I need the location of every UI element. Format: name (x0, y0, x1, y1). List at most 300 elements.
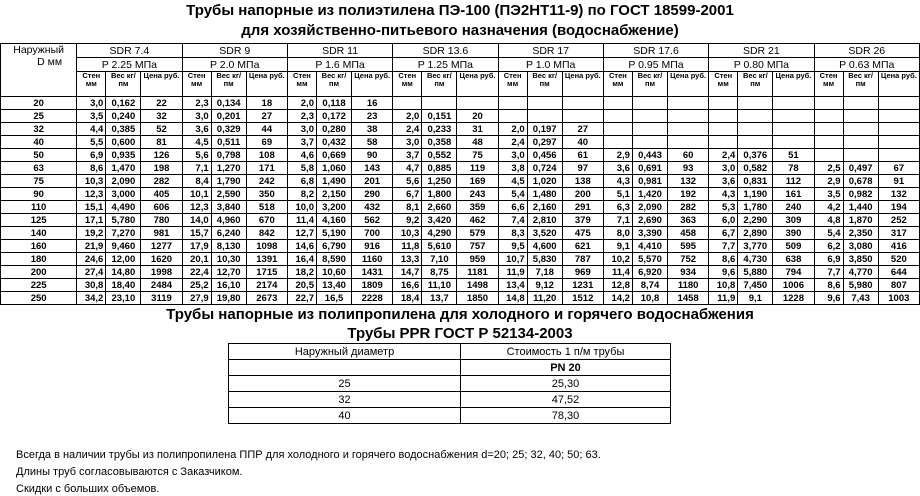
price-cell: 91 (878, 175, 919, 188)
weight-cell: 11,10 (422, 279, 457, 292)
wall-cell: 6,9 (77, 149, 106, 162)
wall-cell: 8,6 (814, 279, 843, 292)
price-cell: 201 (352, 175, 393, 188)
weight-cell: 1,060 (316, 162, 351, 175)
weight-cell: 1,420 (632, 188, 667, 201)
wall-cell: 2,4 (393, 123, 422, 136)
wall-cell: 3,6 (182, 123, 211, 136)
wall-cell: 17,1 (77, 214, 106, 227)
table-row (1, 175, 920, 188)
price-cell (668, 97, 709, 110)
wall-cell: 15,1 (77, 201, 106, 214)
weight-cell: 0,201 (211, 110, 246, 123)
price-cell (878, 97, 919, 110)
weight-cell: 16,10 (211, 279, 246, 292)
table-row (1, 240, 920, 253)
weight-cell: 1,490 (316, 175, 351, 188)
weight-cell: 5,880 (738, 266, 773, 279)
weight-cell: 6,790 (316, 240, 351, 253)
weight-cell: 1,480 (527, 188, 562, 201)
wall-cell: 13,3 (393, 253, 422, 266)
diameter-cell: 20 (1, 97, 77, 110)
diameter-cell: 90 (1, 188, 77, 201)
price-cell: 350 (246, 188, 287, 201)
price-cell: 1098 (246, 240, 287, 253)
wall-cell: 10,3 (77, 175, 106, 188)
wall-cell: 10,3 (393, 227, 422, 240)
wall-cell (603, 123, 632, 136)
price-cell: 1181 (457, 266, 498, 279)
wall-cell: 5,5 (77, 136, 106, 149)
weight-cell: 6,920 (632, 266, 667, 279)
note-lengths: Длины труб согласовываются с Заказчиком. (16, 466, 243, 478)
price-cell (878, 110, 919, 123)
price-cell (668, 123, 709, 136)
price-cell: 1431 (352, 266, 393, 279)
pressure-label: P 1.0 МПа (498, 58, 603, 72)
wall-cell: 9,1 (603, 240, 632, 253)
wall-cell: 27,9 (182, 292, 211, 305)
wall-cell: 11,4 (603, 266, 632, 279)
weight-cell: 0,329 (211, 123, 246, 136)
price-cell: 291 (562, 201, 603, 214)
weight-cell (527, 110, 562, 123)
price-cell: 2484 (141, 279, 182, 292)
weight-cell: 4,160 (316, 214, 351, 227)
ppr-diameter-cell: 40 (229, 408, 461, 424)
weight-cell: 0,831 (738, 175, 773, 188)
wall-cell: 9,2 (393, 214, 422, 227)
weight-cell: 19,80 (211, 292, 246, 305)
wall-cell: 7,7 (709, 240, 738, 253)
weight-cell: 14,80 (106, 266, 141, 279)
price-cell: 562 (352, 214, 393, 227)
sdr-label: SDR 13.6 (393, 44, 498, 58)
weight-cell (738, 110, 773, 123)
table-row (1, 162, 920, 175)
weight-cell: 0,385 (106, 123, 141, 136)
weight-cell: 16,5 (316, 292, 351, 305)
price-cell: 44 (246, 123, 287, 136)
wall-cell: 2,9 (603, 149, 632, 162)
wall-cell: 9,5 (498, 240, 527, 253)
price-cell: 93 (668, 162, 709, 175)
wall-cell: 3,8 (498, 162, 527, 175)
wall-cell: 3,6 (603, 162, 632, 175)
price-header: Цена руб. (562, 72, 603, 97)
price-cell: 171 (246, 162, 287, 175)
wall-cell: 18,2 (287, 266, 316, 279)
price-cell: 200 (562, 188, 603, 201)
weight-cell: 12,70 (211, 266, 246, 279)
weight-cell: 0,982 (843, 188, 878, 201)
weight-cell: 0,552 (422, 149, 457, 162)
price-cell: 38 (352, 123, 393, 136)
price-cell: 1277 (141, 240, 182, 253)
price-cell: 518 (246, 201, 287, 214)
price-header: Цена руб. (878, 72, 919, 97)
weight-cell (527, 97, 562, 110)
weight-cell (843, 136, 878, 149)
price-cell: 27 (246, 110, 287, 123)
wall-cell: 2,3 (287, 110, 316, 123)
weight-cell: 2,160 (527, 201, 562, 214)
weight-cell: 2,890 (738, 227, 773, 240)
price-cell: 27 (562, 123, 603, 136)
wall-cell (814, 110, 843, 123)
pressure-label: P 1.25 МПа (393, 58, 498, 72)
price-cell: 579 (457, 227, 498, 240)
price-cell (878, 136, 919, 149)
weight-cell: 10,30 (211, 253, 246, 266)
price-cell (773, 136, 814, 149)
weight-cell: 3,840 (211, 201, 246, 214)
price-cell: 405 (141, 188, 182, 201)
diameter-cell: 180 (1, 253, 77, 266)
pressure-label: P 0.63 МПа (814, 58, 920, 72)
wall-cell (814, 123, 843, 136)
price-cell: 67 (878, 162, 919, 175)
wall-cell: 17,9 (182, 240, 211, 253)
price-cell: 3119 (141, 292, 182, 305)
price-cell: 475 (562, 227, 603, 240)
sdr-label: SDR 7.4 (77, 44, 182, 58)
weight-cell: 2,690 (632, 214, 667, 227)
price-cell: 670 (246, 214, 287, 227)
weight-cell: 1,470 (106, 162, 141, 175)
wall-cell: 12,3 (182, 201, 211, 214)
price-cell: 60 (668, 149, 709, 162)
price-cell: 2673 (246, 292, 287, 305)
weight-cell: 9,1 (738, 292, 773, 305)
wall-cell: 7,1 (603, 214, 632, 227)
weight-cell: 1,190 (738, 188, 773, 201)
weight-cell: 7,18 (527, 266, 562, 279)
weight-cell: 3,770 (738, 240, 773, 253)
weight-cell: 0,443 (632, 149, 667, 162)
price-cell: 20 (457, 110, 498, 123)
weight-header: Вес кг/пм (422, 72, 457, 97)
price-cell: 458 (668, 227, 709, 240)
price-cell: 309 (773, 214, 814, 227)
wall-cell (814, 136, 843, 149)
wall-cell (498, 97, 527, 110)
price-cell: 81 (141, 136, 182, 149)
weight-cell: 2,090 (632, 201, 667, 214)
price-cell: 242 (246, 175, 287, 188)
price-cell: 112 (773, 175, 814, 188)
price-cell: 240 (773, 201, 814, 214)
wall-cell: 5,4 (498, 188, 527, 201)
table-row (229, 392, 671, 408)
wall-cell: 2,5 (814, 162, 843, 175)
weight-cell: 8,130 (211, 240, 246, 253)
price-cell: 1620 (141, 253, 182, 266)
wall-cell: 16,4 (287, 253, 316, 266)
note-discounts: Скидки с больших объемов. (16, 483, 160, 495)
diameter-cell: 200 (1, 266, 77, 279)
price-cell: 97 (562, 162, 603, 175)
weight-cell: 2,810 (527, 214, 562, 227)
wall-cell: 8,6 (709, 253, 738, 266)
weight-cell (632, 110, 667, 123)
weight-cell: 8,74 (632, 279, 667, 292)
wall-cell: 13,4 (498, 279, 527, 292)
price-cell: 787 (562, 253, 603, 266)
wall-cell: 5,4 (814, 227, 843, 240)
wall-cell: 7,1 (182, 162, 211, 175)
wall-cell: 7,4 (498, 214, 527, 227)
price-cell (773, 97, 814, 110)
price-cell: 959 (457, 253, 498, 266)
price-header: Цена руб. (246, 72, 287, 97)
weight-cell: 6,240 (211, 227, 246, 240)
price-cell: 2174 (246, 279, 287, 292)
wall-cell: 15,7 (182, 227, 211, 240)
weight-cell: 2,090 (106, 175, 141, 188)
weight-header: Вес кг/пм (843, 72, 878, 97)
price-cell: 1850 (457, 292, 498, 305)
wall-cell: 14,2 (603, 292, 632, 305)
table-row (229, 376, 671, 392)
wall-cell: 5,6 (393, 175, 422, 188)
diameter-cell: 225 (1, 279, 77, 292)
wall-cell: 30,8 (77, 279, 106, 292)
weight-cell: 1,250 (422, 175, 457, 188)
price-cell: 969 (562, 266, 603, 279)
wall-cell: 6,6 (498, 201, 527, 214)
wall-cell: 25,2 (182, 279, 211, 292)
weight-header: Вес кг/пм (211, 72, 246, 97)
wall-cell: 3,6 (709, 175, 738, 188)
wall-header: Стен мм (182, 72, 211, 97)
price-cell: 32 (141, 110, 182, 123)
weight-cell: 7,270 (106, 227, 141, 240)
wall-cell: 9,6 (814, 292, 843, 305)
price-cell: 169 (457, 175, 498, 188)
price-cell: 126 (141, 149, 182, 162)
weight-cell (422, 97, 457, 110)
price-cell: 842 (246, 227, 287, 240)
weight-cell: 0,432 (316, 136, 351, 149)
price-cell: 161 (773, 188, 814, 201)
wall-cell: 3,0 (287, 123, 316, 136)
weight-header: Вес кг/пм (527, 72, 562, 97)
price-cell: 108 (246, 149, 287, 162)
wall-cell: 3,7 (393, 149, 422, 162)
weight-cell: 0,497 (843, 162, 878, 175)
weight-cell: 0,691 (632, 162, 667, 175)
price-cell: 75 (457, 149, 498, 162)
weight-cell: 0,358 (422, 136, 457, 149)
wall-cell: 8,2 (287, 188, 316, 201)
price-header: Цена руб. (773, 72, 814, 97)
table-row (1, 188, 920, 201)
price-cell: 31 (457, 123, 498, 136)
price-cell: 700 (352, 227, 393, 240)
wall-cell (603, 136, 632, 149)
wall-cell: 8,0 (603, 227, 632, 240)
price-cell (878, 149, 919, 162)
price-cell: 1180 (668, 279, 709, 292)
weight-cell: 13,40 (316, 279, 351, 292)
wall-cell: 10,0 (287, 201, 316, 214)
price-cell: 48 (457, 136, 498, 149)
table-row (1, 110, 920, 123)
price-cell: 282 (141, 175, 182, 188)
weight-cell: 0,118 (316, 97, 351, 110)
wall-cell: 27,4 (77, 266, 106, 279)
wall-cell: 2,3 (182, 97, 211, 110)
ppr-price-header: Стоимость 1 п/м трубы (461, 344, 671, 360)
pressure-label: P 1.6 МПа (287, 58, 392, 72)
weight-cell (843, 123, 878, 136)
wall-cell: 20,5 (287, 279, 316, 292)
weight-cell (632, 136, 667, 149)
weight-cell: 1,270 (211, 162, 246, 175)
price-cell: 18 (246, 97, 287, 110)
wall-cell: 22,4 (182, 266, 211, 279)
wall-cell: 6,2 (814, 240, 843, 253)
weight-cell: 0,151 (422, 110, 457, 123)
wall-cell (709, 136, 738, 149)
price-cell: 1458 (668, 292, 709, 305)
sdr-label: SDR 21 (709, 44, 814, 58)
wall-cell: 3,0 (709, 162, 738, 175)
diameter-header (1, 44, 77, 97)
weight-cell: 0,297 (527, 136, 562, 149)
price-cell (668, 110, 709, 123)
price-cell: 794 (773, 266, 814, 279)
wall-cell: 3,0 (182, 110, 211, 123)
weight-cell: 0,678 (843, 175, 878, 188)
weight-cell: 3,000 (106, 188, 141, 201)
weight-cell: 2,350 (843, 227, 878, 240)
wall-cell: 4,5 (182, 136, 211, 149)
price-cell: 1003 (878, 292, 919, 305)
wall-cell: 14,8 (498, 292, 527, 305)
wall-cell: 11,4 (287, 214, 316, 227)
price-cell: 282 (668, 201, 709, 214)
weight-cell: 1,440 (843, 201, 878, 214)
pe-title-line-1: Трубы напорные из полиэтилена ПЭ-100 (ПЭ2НТ11-9) по ГОСТ 18599-2001 (186, 2, 734, 19)
wall-cell: 4,7 (393, 162, 422, 175)
weight-cell: 8,590 (316, 253, 351, 266)
wall-cell: 4,3 (603, 175, 632, 188)
price-cell: 138 (562, 175, 603, 188)
weight-cell: 11,20 (527, 292, 562, 305)
wall-cell: 6,3 (603, 201, 632, 214)
weight-cell: 0,798 (211, 149, 246, 162)
weight-cell: 5,830 (527, 253, 562, 266)
wall-cell: 11,9 (498, 266, 527, 279)
wall-cell: 10,8 (709, 279, 738, 292)
ppr-price-cell: 78,30 (461, 408, 671, 424)
price-cell: 752 (668, 253, 709, 266)
wall-cell: 10,7 (498, 253, 527, 266)
price-cell: 780 (141, 214, 182, 227)
weight-cell: 18,40 (106, 279, 141, 292)
weight-cell: 5,780 (106, 214, 141, 227)
price-cell: 416 (878, 240, 919, 253)
weight-cell: 0,233 (422, 123, 457, 136)
sdr-label: SDR 26 (814, 44, 920, 58)
price-cell (773, 123, 814, 136)
wall-cell: 6,7 (393, 188, 422, 201)
price-cell: 2228 (352, 292, 393, 305)
weight-cell: 0,582 (738, 162, 773, 175)
wall-cell (709, 123, 738, 136)
weight-cell (632, 123, 667, 136)
wall-cell: 4,3 (709, 188, 738, 201)
table-row (1, 227, 920, 240)
ppr-pipe-price-table (228, 343, 671, 424)
weight-cell: 3,520 (527, 227, 562, 240)
weight-cell (843, 110, 878, 123)
price-cell: 606 (141, 201, 182, 214)
wall-cell: 20,1 (182, 253, 211, 266)
weight-cell: 0,376 (738, 149, 773, 162)
price-header: Цена руб. (457, 72, 498, 97)
weight-cell: 0,724 (527, 162, 562, 175)
wall-cell: 34,2 (77, 292, 106, 305)
price-cell: 363 (668, 214, 709, 227)
weight-cell: 0,511 (211, 136, 246, 149)
weight-cell: 0,935 (106, 149, 141, 162)
wall-cell: 18,4 (393, 292, 422, 305)
diameter-cell: 140 (1, 227, 77, 240)
weight-cell: 0,197 (527, 123, 562, 136)
price-cell: 16 (352, 97, 393, 110)
price-cell: 390 (773, 227, 814, 240)
price-cell: 1231 (562, 279, 603, 292)
weight-cell: 10,8 (632, 292, 667, 305)
weight-cell: 4,770 (843, 266, 878, 279)
price-cell: 621 (562, 240, 603, 253)
pressure-label: P 0.80 МПа (709, 58, 814, 72)
price-cell: 23 (352, 110, 393, 123)
sdr-label: SDR 9 (182, 44, 287, 58)
price-cell (878, 123, 919, 136)
table-row (1, 123, 920, 136)
table-row (1, 214, 920, 227)
wall-cell: 14,7 (393, 266, 422, 279)
wall-cell: 5,3 (709, 201, 738, 214)
table-row (1, 136, 920, 149)
wall-cell: 8,1 (393, 201, 422, 214)
table-row (1, 97, 920, 110)
price-cell: 359 (457, 201, 498, 214)
price-header: Цена руб. (352, 72, 393, 97)
diameter-cell: 63 (1, 162, 77, 175)
wall-cell: 12,8 (603, 279, 632, 292)
ppr-title-line-1: Трубы напорные из полипропилена для холодного и горячего водоснабжения (166, 306, 754, 323)
wall-cell: 9,6 (709, 266, 738, 279)
price-cell: 132 (668, 175, 709, 188)
price-cell: 132 (878, 188, 919, 201)
weight-cell: 4,960 (211, 214, 246, 227)
diameter-cell: 110 (1, 201, 77, 214)
sdr-label: SDR 17.6 (603, 44, 708, 58)
weight-cell: 1,800 (422, 188, 457, 201)
pressure-label: P 0.95 МПа (603, 58, 708, 72)
weight-cell: 1,790 (211, 175, 246, 188)
wall-cell: 5,6 (182, 149, 211, 162)
weight-cell: 2,150 (316, 188, 351, 201)
weight-cell: 5,980 (843, 279, 878, 292)
weight-cell: 0,240 (106, 110, 141, 123)
diameter-cell: 125 (1, 214, 77, 227)
